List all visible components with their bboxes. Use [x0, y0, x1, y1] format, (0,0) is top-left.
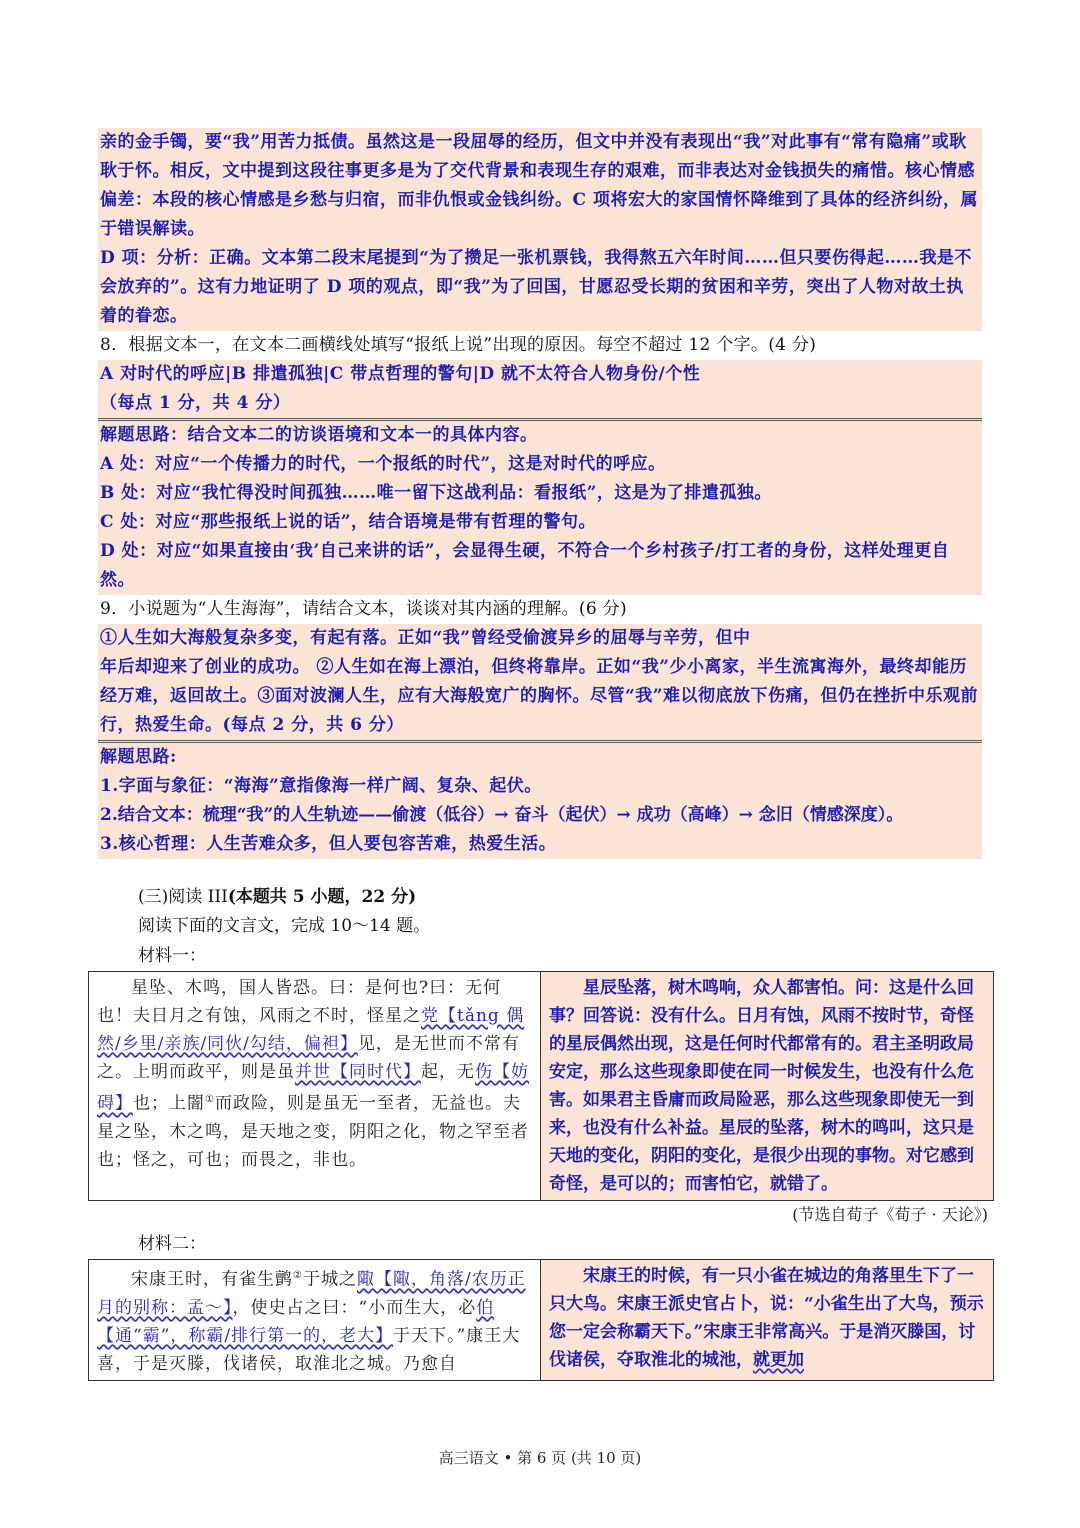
answer7-option-d: D 项：分析：正确。文本第二段末尾提到“为了攒足一张机票钱，我得熬五六年时间……但只要伤得起……我是不会放弃的”。这有力地证明了 D 项的观点，即“我”为了回国，甘愿忍受长期的贫困和辛劳，突出了人物对故土执着的眷恋。: [98, 244, 982, 331]
section-3-instruction: 阅读下面的文言文，完成 10～14 题。: [138, 916, 431, 936]
material-1-translation: 星辰坠落，树木鸣响，众人都害怕。问：这是什么回事？回答说：没有什么。日月有蚀，风雨不按时节，奇怪的星辰偶然出现，这是任何时代都常有的。君主圣明政局安定，那么这些现象即使在同一时候发生，也没有什么危害。如果君主昏庸而政局险恶，那么这些现象即使无一到来，也没有什么补益。星辰的坠落，树木的鸣叫，这只是天地的变化，阴阳的变化，是很少出现的事物。对它感到奇怪，是可以的；而害怕它，就错了。: [541, 972, 994, 1201]
original-text: 见，是无世而不常有之。上明而政平，则是虽: [97, 1034, 520, 1082]
answer-9: [98, 624, 982, 740]
original-text: 于天下。”康王大喜，于是灭滕，伐诸侯，取淮北之城。乃愈自: [97, 1325, 521, 1374]
original-text: ，使史占之曰：“小而生大，必: [232, 1297, 477, 1318]
original-text: 于城之: [302, 1269, 357, 1290]
translation-text: 宋康王的时候，有一只小雀在城边的角落里生下了一只大鸟。宋康王派史官占卜，说：“小雀生出了大鸟，预示您一定会称霸天下。”宋康王非常高兴。于是消灭滕国，讨伐诸侯，夺取淮北的城池，: [549, 1266, 984, 1370]
answer-9-rest: 年后却迎来了创业的成功。 ②人生如在海上漂泊，但终将靠岸。正如“我”少小离家，半生流寓海外，最终却能历经万难，返回故土。③面对波澜人生，应有大海般宽广的胸怀。尽管“我”难以彻底放下伤痛，但仍在挫折中乐观前行，热爱生命。(每点 2 分，共 6 分）: [100, 657, 979, 735]
answer-8-line1: A 对时代的呼应|B 排遣孤独|C 带点哲理的警句|D 就不太符合人物身份/个性: [98, 360, 982, 389]
material-2-original: [89, 1260, 541, 1381]
section-3-score: (本题共 5 小题，22 分): [227, 887, 417, 907]
analysis-line: 解题思路：结合文本二的访谈语境和文本一的具体内容。: [100, 425, 538, 445]
annotation-bingshi: 并世【同时代】: [295, 1062, 421, 1082]
analysis-line: 1.字面与象征：“海海”意指像海一样广阔、复杂、起伏。: [100, 776, 542, 796]
annotation-shang: 伤【妨碍】: [97, 1062, 529, 1114]
answer-9-line1: ①人生如大海般复杂多变，有起有落。正如“我”曾经受偷渡异乡的屈辱与辛劳，但中: [100, 628, 751, 648]
footnote-marker: ②: [293, 1270, 303, 1281]
section-3-title: (三)阅读 III: [138, 887, 228, 907]
footnote-marker: ①: [205, 1094, 215, 1105]
analysis-line: D 处：对应“如果直接由‘我’自己来讲的话”，会显得生硬，不符合一个乡村孩子/打工者的身份，这样处理更自然。: [100, 541, 950, 590]
question-8: 8．根据文本一，在文本二画横线处填写“报纸上说”出现的原因。每空不超过 12 个字。(4 分): [100, 335, 817, 355]
answer-8-analysis: [98, 418, 982, 595]
original-text: 星坠、木鸣，国人皆恐。曰：是何也?曰：无何也！夫日月之有蚀，风雨之不时，怪星之: [97, 978, 502, 1026]
material-1-original: [89, 972, 541, 1201]
original-text: 宋康王时，有雀生鹯: [131, 1269, 293, 1290]
answer-9-analysis: [98, 740, 982, 859]
annotation-zou: 陬【陬，角落/农历正月的别称：孟～】: [97, 1269, 526, 1318]
material-1-label: 材料一：: [138, 946, 206, 966]
section-3-heading: [98, 883, 982, 912]
material-2-table: [88, 1259, 994, 1381]
material-1-table: [88, 971, 994, 1201]
analysis-line: 3.核心哲理：人生苦难众多，但人要包容苦难，热爱生活。: [100, 834, 557, 854]
page-content: [97, 128, 988, 1381]
translation-underlined: 就更加: [753, 1350, 804, 1370]
annotation-ba: 伯【通“霸”，称霸/排行第一的，老大】: [97, 1297, 495, 1346]
analysis-line: 解题思路:: [100, 747, 177, 767]
analysis-line: B 处：对应“我忙得没时间孤独……唯一留下这战利品：看报纸”，这是为了排遣孤独。: [100, 483, 772, 503]
answer7-analysis-p1: 亲的金手镯，要“我”用苦力抵债。虽然这是一段屈辱的经历，但文中并没有表现出“我”对此事有“常有隐痛”或耿耿于怀。相反，文中提到这段往事更多是为了交代背景和表现生存的艰难，而非表达对金钱损失的痛惜。核心情感偏差：本段的核心情感是乡愁与归宿，而非仇恨或金钱纠纷。C 项将宏大的家国情怀降维到了具体的经济纠纷，属于错误解读。: [98, 128, 982, 244]
material-2-label: 材料二：: [138, 1234, 206, 1254]
original-text: 起，无: [421, 1062, 475, 1082]
answer-8-line2: （每点 1 分，共 4 分）: [98, 389, 982, 418]
analysis-line: 2.结合文本：梳理“我”的人生轨迹——偷渡（低谷）→ 奋斗（起伏）→ 成功（高峰）→ 念旧（情感深度）。: [100, 805, 904, 825]
material-1-source: (节选自荀子《荀子 · 天论》): [792, 1205, 988, 1224]
original-text: 也；上闇: [133, 1093, 205, 1114]
material-2-translation: [541, 1260, 994, 1381]
annotation-dang: 党【tǎng 偶然/乡里/亲族/同伙/勾结，偏袒】: [97, 1006, 525, 1054]
analysis-line: C 处：对应“那些报纸上说的话”，结合语境是带有哲理的警句。: [100, 512, 597, 532]
question-9: 9．小说题为“人生海海”，请结合文本，谈谈对其内涵的理解。(6 分): [100, 599, 627, 619]
analysis-line: A 处：对应“一个传播力的时代，一个报纸的时代”，这是对时代的呼应。: [100, 454, 666, 474]
page-footer: 高三语文 • 第 6 页 (共 10 页): [438, 1449, 642, 1467]
original-text: 而政险，则是虽无一至者，无益也。夫星之坠，木之鸣，是天地之变，阴阳之化，物之罕至者也；怪之，可也；而畏之，非也。: [97, 1093, 529, 1170]
